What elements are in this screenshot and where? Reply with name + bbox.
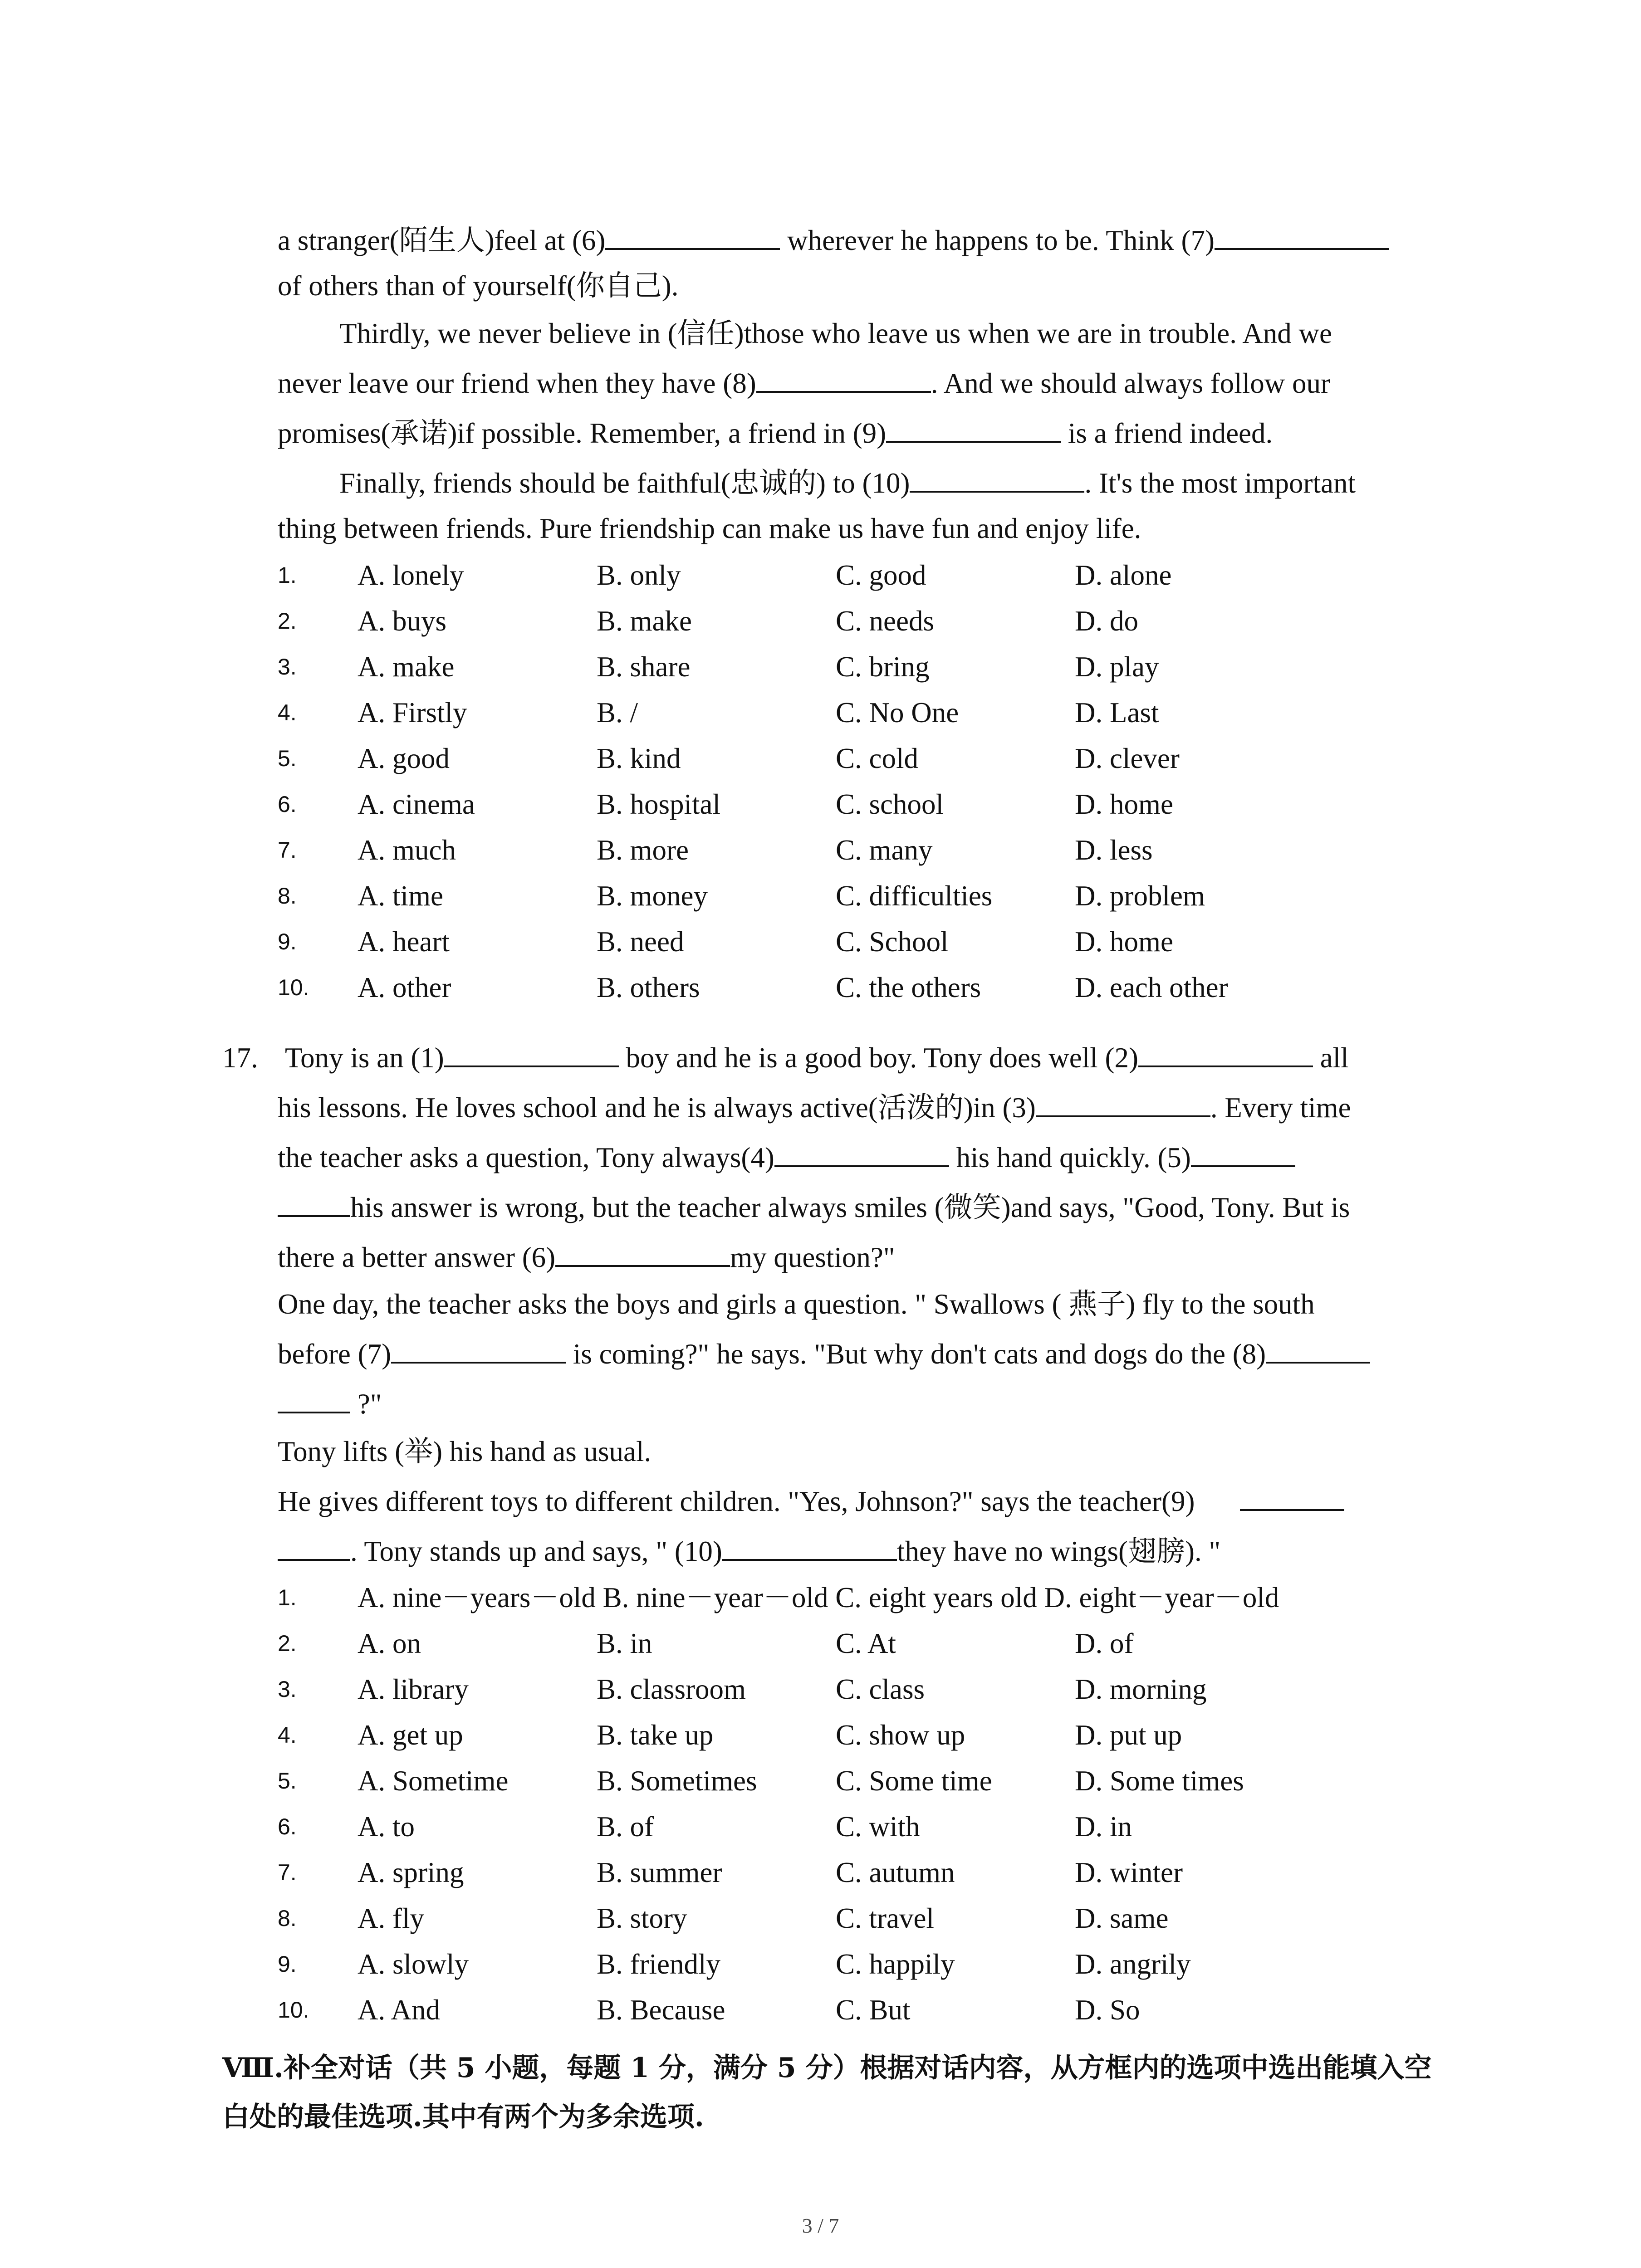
option-b[interactable]: B. take up: [597, 1719, 714, 1751]
option-number: 6.: [278, 1814, 297, 1839]
text: . And we should always follow our: [931, 367, 1330, 399]
option-a[interactable]: A. good: [358, 743, 450, 774]
section-heading: Ⅷ.补全对话（共 5 小题，每题 1 分，满分 5 分）根据对话内容，从方框内的选项中选出能填入空白处的最佳选项.其中有两个为多余选项.: [222, 2052, 1432, 2133]
option-b[interactable]: B. more: [597, 834, 689, 866]
option-d[interactable]: D. play: [1075, 651, 1159, 683]
answer-blank[interactable]: [1138, 1040, 1313, 1067]
answer-blank[interactable]: [444, 1040, 619, 1067]
passage-line: [278, 1239, 895, 1276]
answer-blank[interactable]: [722, 1534, 897, 1561]
answer-blank[interactable]: [1036, 1090, 1210, 1117]
option-b[interactable]: B. kind: [597, 743, 681, 774]
text: He gives different toys to different children. "Yes, Johnson?" says the teacher(9): [278, 1486, 1195, 1517]
option-a[interactable]: A. cinema: [358, 788, 475, 820]
option-c[interactable]: C. No One: [836, 697, 959, 728]
option-d[interactable]: D. home: [1075, 788, 1173, 820]
option-a[interactable]: A. on: [358, 1628, 421, 1659]
text: never leave our friend when they have (8): [278, 367, 756, 399]
answer-blank[interactable]: [605, 223, 780, 250]
option-number: 10.: [278, 1997, 309, 2023]
answer-blank[interactable]: [1266, 1336, 1370, 1364]
answer-blank[interactable]: [774, 1140, 949, 1167]
text: boy and he is a good boy. Tony does well (2): [618, 1042, 1138, 1074]
text: ?": [350, 1388, 382, 1420]
option-number: 4.: [278, 700, 297, 725]
text: all: [1313, 1042, 1349, 1074]
page-number: 3 / 7: [802, 2214, 839, 2237]
text: his hand quickly. (5): [949, 1142, 1191, 1173]
option-number: 3.: [278, 654, 297, 679]
option-d[interactable]: D. do: [1075, 605, 1138, 637]
passage-line: Thirdly, we never believe in (信任)those who leave us when we are in trouble. And we: [339, 318, 1332, 349]
option-c[interactable]: C. good: [836, 559, 926, 591]
option-b[interactable]: B. share: [597, 651, 691, 683]
passage-line: [285, 1040, 1349, 1076]
option-a[interactable]: A. Firstly: [358, 697, 467, 728]
text: they have no wings(翅膀). ": [896, 1535, 1221, 1567]
option-number: 2.: [278, 608, 297, 634]
option-d[interactable]: D. home: [1075, 926, 1173, 958]
option-d[interactable]: D. same: [1075, 1902, 1169, 1934]
option-b[interactable]: B. friendly: [597, 1948, 720, 1980]
option-c[interactable]: C. autumn: [836, 1857, 955, 1888]
option-a[interactable]: A. Sometime: [358, 1765, 509, 1797]
option-b[interactable]: B. need: [597, 926, 684, 958]
passage-line: [278, 415, 1273, 451]
option-number: 3.: [278, 1677, 297, 1702]
text: a stranger(陌生人)feel at (6): [278, 225, 606, 256]
option-d[interactable]: D. in: [1075, 1811, 1132, 1843]
passage-line: [278, 1386, 382, 1422]
option-a[interactable]: A. heart: [358, 926, 450, 958]
option-a[interactable]: A. lonely: [358, 559, 464, 591]
text: . It's the most important: [1084, 467, 1356, 499]
option-c[interactable]: C. At: [836, 1628, 896, 1659]
option-c[interactable]: C. School: [836, 926, 949, 958]
option-b[interactable]: B. others: [597, 972, 700, 1003]
answer-blank[interactable]: [1215, 223, 1389, 250]
option-c[interactable]: C. with: [836, 1811, 920, 1843]
answer-blank[interactable]: [1191, 1140, 1295, 1167]
option-number: 9.: [278, 1951, 297, 1977]
option-d[interactable]: D. angrily: [1075, 1948, 1191, 1980]
option-choices[interactable]: A. nine－years－old B. nine－year－old C. eight years old D. eight－year－old: [358, 1582, 1279, 1613]
option-b[interactable]: B. make: [597, 605, 692, 637]
option-c[interactable]: C. many: [836, 834, 933, 866]
option-a[interactable]: A. spring: [358, 1857, 464, 1888]
option-a[interactable]: A. slowly: [358, 1948, 469, 1980]
passage-line: One day, the teacher asks the boys and girls a question. " Swallows ( 燕子) fly to the south: [278, 1288, 1315, 1320]
option-number: 1.: [278, 562, 297, 588]
answer-blank[interactable]: [391, 1336, 566, 1364]
option-a[interactable]: A. library: [358, 1673, 469, 1705]
passage-line: [278, 1090, 1351, 1126]
option-c[interactable]: C. happily: [836, 1948, 955, 1980]
option-b[interactable]: B. Sometimes: [597, 1765, 757, 1797]
option-d[interactable]: D. Some times: [1075, 1765, 1244, 1797]
option-number: 8.: [278, 883, 297, 909]
option-a[interactable]: A. get up: [358, 1719, 463, 1751]
option-number: 6.: [278, 792, 297, 817]
option-c[interactable]: C. cold: [836, 743, 918, 774]
answer-blank[interactable]: [756, 366, 931, 393]
passage-line: [278, 1533, 1220, 1569]
option-b[interactable]: B. in: [597, 1628, 652, 1659]
option-d[interactable]: D. alone: [1075, 559, 1172, 591]
option-c[interactable]: C. Some time: [836, 1765, 992, 1797]
passage-line: Tony lifts (举) his hand as usual.: [278, 1436, 652, 1467]
text: Tony is an (1): [285, 1042, 444, 1074]
option-b[interactable]: B. hospital: [597, 788, 721, 820]
option-a[interactable]: A. other: [358, 972, 451, 1003]
option-a[interactable]: A. And: [358, 1994, 441, 2026]
text: Finally, friends should be faithful(忠诚的) to (10): [339, 467, 910, 499]
option-a[interactable]: A. buys: [358, 605, 447, 637]
text: is coming?" he says. "But why don't cats and dogs do the (8): [566, 1338, 1266, 1370]
text: my question?": [730, 1242, 895, 1273]
passage-line: of others than of yourself(你自己).: [278, 270, 679, 302]
text: there a better answer (6): [278, 1242, 556, 1273]
option-d[interactable]: D. of: [1075, 1628, 1134, 1659]
option-d[interactable]: D. less: [1075, 834, 1153, 866]
option-b[interactable]: B. only: [597, 559, 681, 591]
passage-line: [278, 1189, 1350, 1226]
passage-line: [278, 1483, 1344, 1520]
option-b[interactable]: B. of: [597, 1811, 654, 1843]
passage-line: [278, 1139, 1295, 1176]
answer-blank[interactable]: [1240, 1484, 1344, 1511]
option-d[interactable]: D. morning: [1075, 1673, 1207, 1705]
option-c[interactable]: C. difficulties: [836, 880, 993, 912]
option-a[interactable]: A. much: [358, 834, 456, 866]
option-c[interactable]: C. needs: [836, 605, 934, 637]
text: is a friend indeed.: [1061, 417, 1273, 449]
passage-line: [339, 465, 1356, 501]
option-number: 7.: [278, 1860, 297, 1885]
option-c[interactable]: C. class: [836, 1673, 925, 1705]
option-b[interactable]: B. summer: [597, 1857, 722, 1888]
option-d[interactable]: D. So: [1075, 1994, 1140, 2026]
option-d[interactable]: D. Last: [1075, 697, 1159, 728]
answer-blank[interactable]: [278, 1534, 350, 1561]
option-a[interactable]: A. to: [358, 1811, 415, 1843]
option-number: 10.: [278, 975, 309, 1000]
option-d[interactable]: D. clever: [1075, 743, 1180, 774]
passage-line: [278, 222, 1389, 259]
passage-line: [278, 1336, 1370, 1372]
option-number: 7.: [278, 837, 297, 863]
option-number: 2.: [278, 1631, 297, 1656]
option-a[interactable]: A. make: [358, 651, 455, 683]
option-b[interactable]: B. Because: [597, 1994, 725, 2026]
option-c[interactable]: C. But: [836, 1994, 911, 2026]
option-b[interactable]: B. /: [597, 697, 638, 728]
question-number: 17.: [222, 1042, 258, 1074]
option-c[interactable]: C. show up: [836, 1719, 965, 1751]
option-a[interactable]: A. time: [358, 880, 443, 912]
option-number: 8.: [278, 1906, 297, 1931]
text: promises(承诺)if possible. Remember, a friend in (9): [278, 417, 887, 449]
text: his lessons. He loves school and he is always active(活泼的)in (3): [278, 1092, 1036, 1124]
text: before (7): [278, 1338, 392, 1370]
option-number: 9.: [278, 929, 297, 954]
option-c[interactable]: C. the others: [836, 972, 981, 1003]
option-d[interactable]: D. put up: [1075, 1719, 1182, 1751]
option-b[interactable]: B. money: [597, 880, 708, 912]
answer-blank[interactable]: [555, 1240, 730, 1267]
option-number: 5.: [278, 746, 297, 771]
option-number: 4.: [278, 1722, 297, 1748]
text: . Tony stands up and says, " (10): [350, 1535, 722, 1567]
answer-blank[interactable]: [886, 415, 1061, 443]
text: . Every time: [1210, 1092, 1351, 1124]
passage-line: thing between friends. Pure friendship can make us have fun and enjoy life.: [278, 513, 1141, 544]
option-d[interactable]: D. problem: [1075, 880, 1205, 912]
option-b[interactable]: B. classroom: [597, 1673, 746, 1705]
answer-blank[interactable]: [910, 465, 1084, 493]
answer-blank[interactable]: [278, 1386, 350, 1413]
text: his answer is wrong, but the teacher always smiles (微笑)and says, "Good, Tony. But is: [350, 1192, 1350, 1223]
option-number: 1.: [278, 1585, 297, 1610]
text: the teacher asks a question, Tony always(4): [278, 1142, 774, 1173]
option-d[interactable]: D. each other: [1075, 972, 1228, 1003]
option-d[interactable]: D. winter: [1075, 1857, 1183, 1888]
text: wherever he happens to be. Think (7): [780, 225, 1215, 256]
option-c[interactable]: C. travel: [836, 1902, 934, 1934]
option-c[interactable]: C. bring: [836, 651, 930, 683]
option-c[interactable]: C. school: [836, 788, 944, 820]
option-b[interactable]: B. story: [597, 1902, 687, 1934]
passage-line: [278, 365, 1330, 401]
option-a[interactable]: A. fly: [358, 1902, 424, 1934]
answer-blank[interactable]: [278, 1190, 350, 1217]
option-number: 5.: [278, 1768, 297, 1794]
